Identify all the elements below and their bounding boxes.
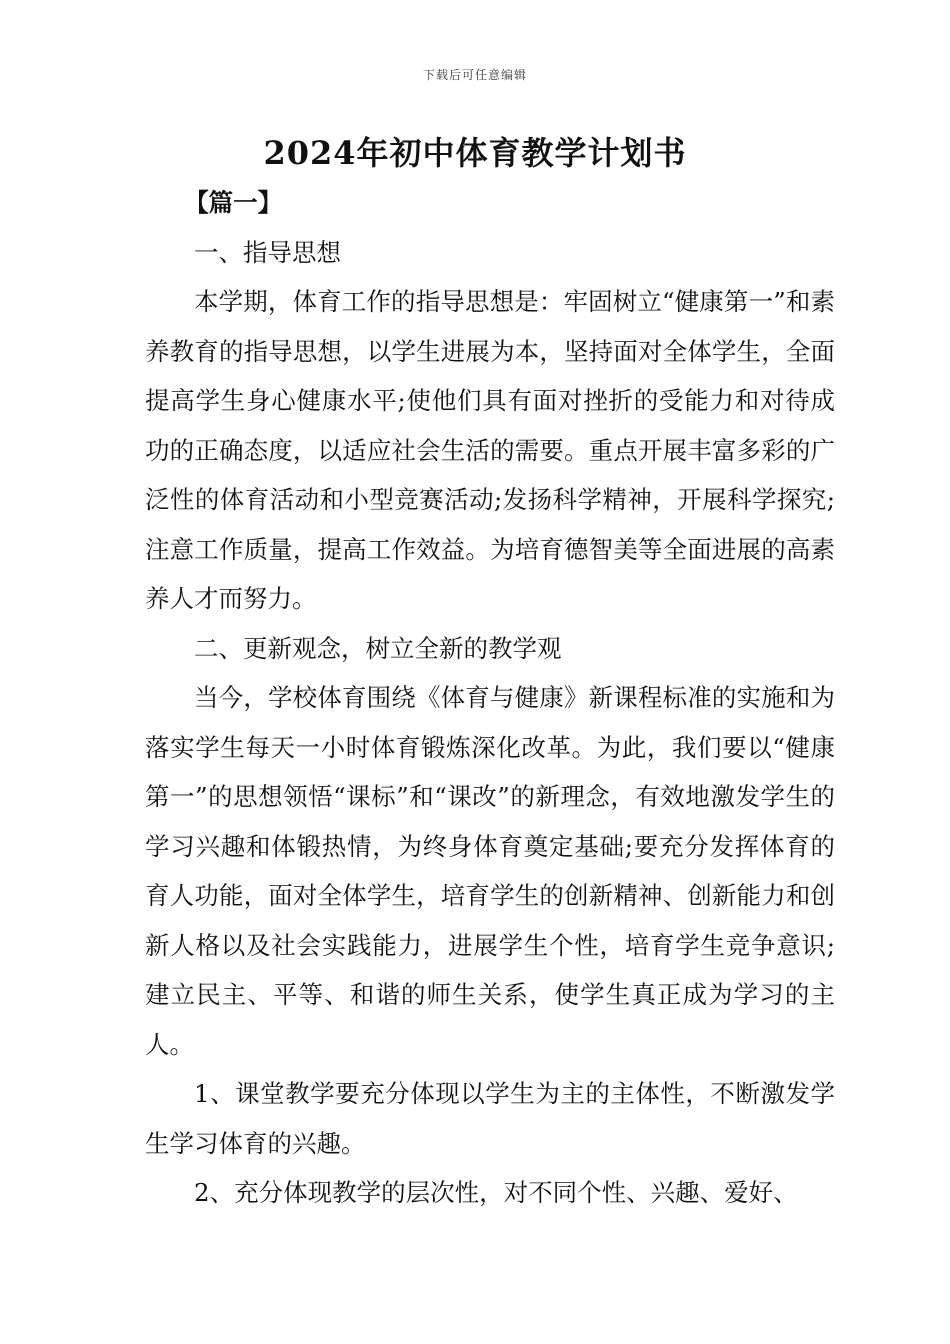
heading-teaching-concept: 二、更新观念，树立全新的教学观 xyxy=(194,633,562,663)
list-item-1: 1、课堂教学要充分体现以学生为主的主体性，不断激发学生学习体育的兴趣。 xyxy=(145,1079,835,1158)
header-note: 下载后可任意编辑 xyxy=(422,68,527,82)
document-body xyxy=(145,178,835,1218)
paragraph-guiding-ideology: 本学期，体育工作的指导思想是：牢固树立“健康第一”和素养教育的指导思想，以学生进展为本，坚持面对全体学生，全面提高学生身心健康水平;使他们具有面对挫折的受能力和对待成功的正确态度，以适应社会生活的需要。重点开展丰富多彩的广泛性的体育活动和小型竞赛活动;发扬科学精神，开展科学探究;注意工作质量，提高工作效益。为培育德智美等全面进展的高素养人才而努力。 xyxy=(145,287,835,613)
list-item-2: 2、充分体现教学的层次性，对不同个性、兴趣、爱好、 xyxy=(194,1178,798,1207)
section-mark: 【篇一】 xyxy=(184,188,283,217)
heading-guiding-ideology: 一、指导思想 xyxy=(194,237,341,267)
document-title: 2024年初中体育教学计划书 xyxy=(263,134,687,172)
paragraph-teaching-concept: 当今，学校体育围绕《体育与健康》新课程标准的实施和为落实学生每天一小时体育锻炼深化改革。为此，我们要以“健康第一”的思想领悟“课标”和“课改”的新理念，有效地激发学生的学习兴趣和体锻热情，为终身体育奠定基础;要充分发挥体育的育人功能，面对全体学生，培育学生的创新精神、创新能力和创新人格以及社会实践能力，进展学生个性，培育学生竞争意识;建立民主、平等、和谐的师生关系，使学生真正成为学习的主人。 xyxy=(145,683,835,1059)
